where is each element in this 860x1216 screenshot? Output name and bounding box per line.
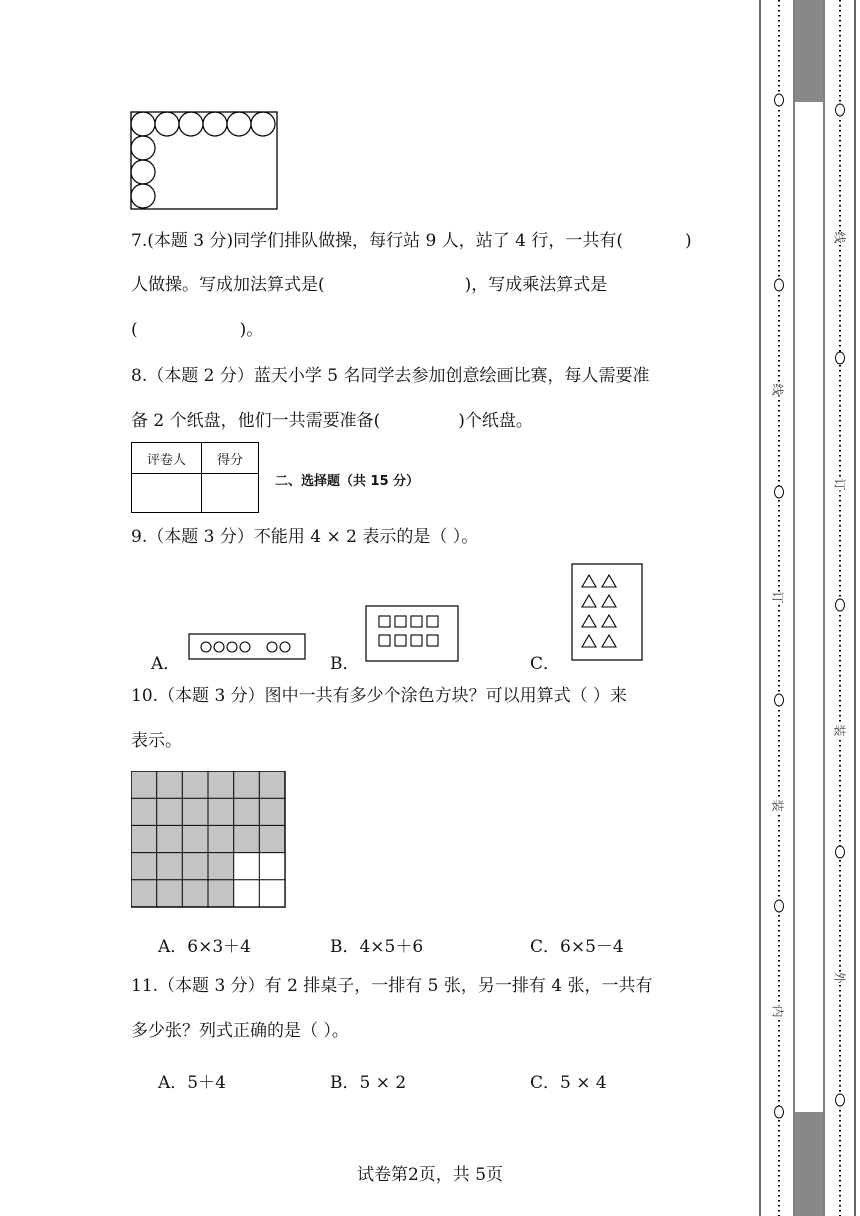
question-11-line-1: 11.（本题 3 分）有 2 排桌子，一排有 5 张，另一排有 4 张，一共有 (131, 976, 653, 996)
margin-outer-wai: 外 (832, 971, 847, 984)
option-10a[interactable]: A．6×3＋4 (158, 937, 251, 957)
question-7-line-2: 人做操。写成加法算式是( )，写成乘法算式是 (131, 275, 608, 295)
score-cell[interactable] (202, 474, 259, 513)
binding-margin (752, 0, 860, 1216)
score-label: 得分 (202, 443, 259, 474)
question-10-line-2: 表示。 (131, 731, 182, 751)
option-11b[interactable]: B．5 × 2 (330, 1073, 407, 1093)
reviewer-label: 评卷人 (132, 443, 202, 474)
question-9-text: 9.（本题 3 分）不能用 4 × 2 表示的是（ ）。 (131, 527, 479, 547)
question-11-line-2: 多少张？列式正确的是（ ）。 (131, 1021, 349, 1041)
score-table (131, 442, 259, 513)
option-9b-label[interactable]: B． (330, 654, 360, 674)
margin-outer-xian: 线 (832, 231, 847, 244)
option-11a[interactable]: A．5＋4 (158, 1073, 226, 1093)
page-footer: 试卷第2页，共 5页 (356, 1165, 504, 1185)
margin-outer-zhuang: 装 (832, 724, 847, 737)
figure-9a-circles-in-bar (188, 633, 308, 661)
question-10-line-1: 10.（本题 3 分）图中一共有多少个涂色方块？可以用算式（ ）来 (131, 686, 628, 706)
reviewer-cell[interactable] (132, 474, 202, 513)
option-11c[interactable]: C．5 × 4 (530, 1073, 607, 1093)
option-10c[interactable]: C．6×5－4 (530, 937, 624, 957)
option-9a-label[interactable]: A． (151, 654, 181, 674)
question-7-line-3: ( )。 (131, 320, 264, 340)
margin-inner-nei: 内 (770, 1005, 785, 1018)
question-8-line-1: 8.（本题 2 分）蓝天小学 5 名同学去参加创意绘画比赛，每人需要准 (131, 366, 650, 386)
figure-9c-triangles-in-box (571, 563, 645, 663)
question-8-line-2: 备 2 个纸盘，他们一共需要准备( )个纸盘。 (131, 411, 533, 431)
margin-inner-zhuang: 装 (770, 799, 785, 812)
option-10b[interactable]: B．4×5＋6 (330, 937, 424, 957)
option-9c-label[interactable]: C． (530, 654, 561, 674)
circles-figure (130, 111, 280, 211)
margin-outer-ding: 订 (832, 478, 847, 491)
margin-inner-ding: 订 (770, 591, 785, 604)
section-2-title: 二、选择题（共 15 分） (275, 474, 420, 489)
shaded-grid-figure (131, 771, 287, 909)
question-7-line-1: 7.(本题 3 分)同学们排队做操，每行站 9 人，站了 4 行，一共有( ) (131, 231, 692, 251)
figure-9b-squares-in-box (365, 605, 461, 663)
margin-inner-xian: 线 (770, 383, 785, 396)
